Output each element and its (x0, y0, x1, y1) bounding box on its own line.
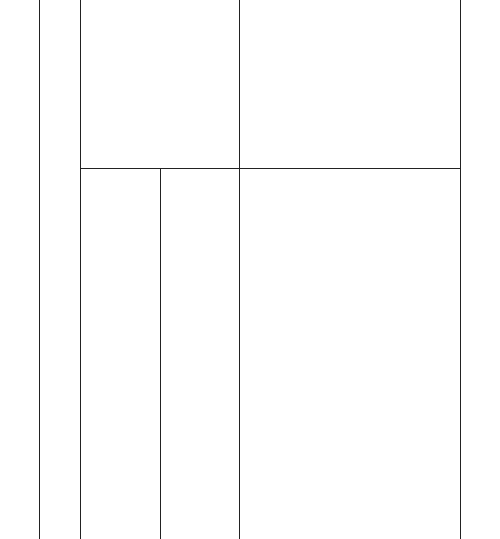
row-divider (80, 168, 461, 169)
table-border-left (39, 0, 40, 539)
table-divider-col3 (239, 0, 240, 539)
table-divider-col2 (160, 168, 161, 539)
table-border-right (460, 0, 461, 539)
table-divider-col1 (80, 0, 81, 539)
